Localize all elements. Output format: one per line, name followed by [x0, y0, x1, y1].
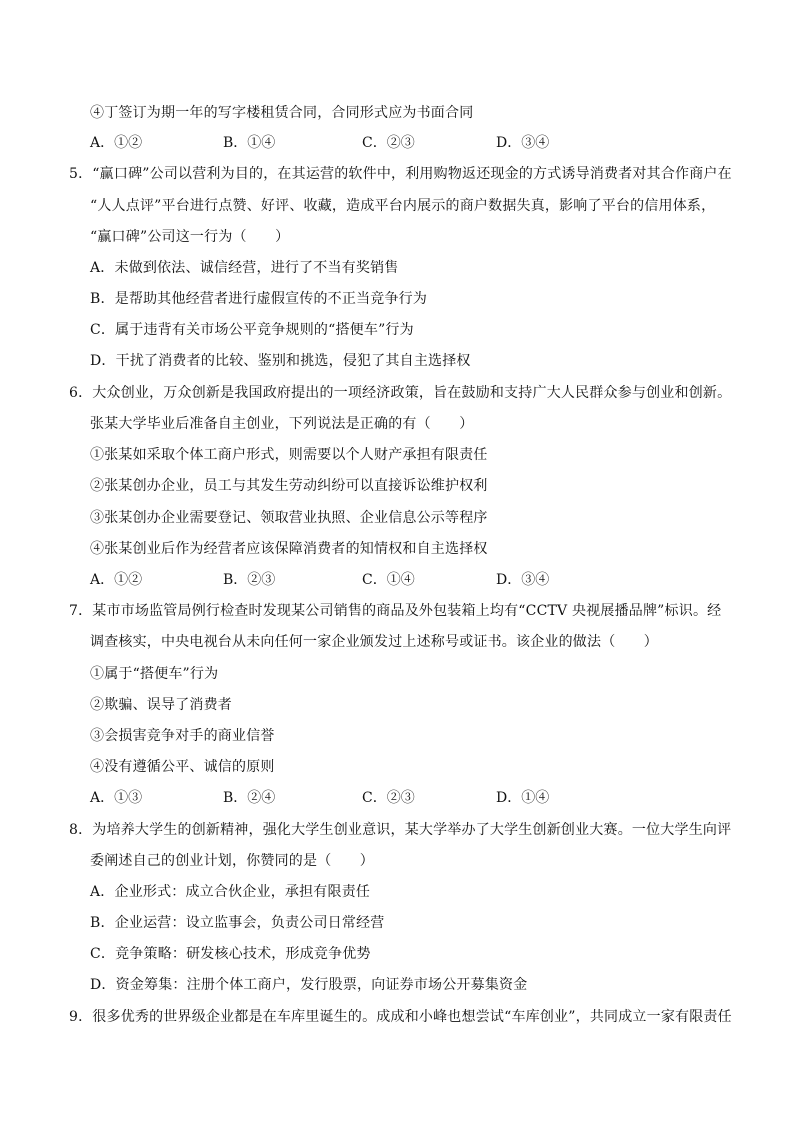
q6-stem-line-2: 张某大学毕业后准备自主创业，下列说法是正确的有（ ） [90, 416, 474, 432]
q8-option-d: D．资金筹集：注册个体工商户，发行股票，向证券市场公开募集资金 [90, 977, 528, 993]
q6-option-a: A．①② [90, 572, 143, 588]
q8-stem-line-2: 委阐述自己的创业计划，你赞同的是（ ） [90, 853, 374, 869]
q6-option-b: B．②③ [223, 572, 276, 588]
q4-option-a: A．①② [90, 135, 143, 151]
q8-stem-line-1: 8．为培养大学生的创新精神，强化大学生创业意识，某大学举办了大学生创新创业大赛。一位大学生向评 [69, 822, 732, 838]
q7-option-a: A．①③ [90, 790, 143, 806]
q7-item-4: ④没有遵循公平、诚信的原则 [90, 759, 275, 775]
q5-option-a: A．未做到依法、诚信经营，进行了不当有奖销售 [90, 260, 399, 276]
q5-stem-line-2: “人人点评”平台进行点赞、好评、收藏，造成平台内展示的商户数据失真，影响了平台的信用体系， [90, 198, 716, 214]
q7-item-1: ①属于“搭便车”行为 [90, 666, 219, 682]
q7-stem-line-1: 7．某市市场监管局例行检查时发现某公司销售的商品及外包装箱上均有“CCTV 央视展播品牌”标识。经 [69, 603, 722, 619]
q8-option-b: B．企业运营：设立监事会，负责公司日常经营 [90, 915, 385, 931]
q7-option-d: D．①④ [496, 790, 550, 806]
q7-option-c: C．②③ [362, 790, 415, 806]
q6-option-c: C．①④ [362, 572, 415, 588]
q6-option-d: D．③④ [496, 572, 550, 588]
q6-item-2: ②张某创办企业，员工与其发生劳动纠纷可以直接诉讼维护权利 [90, 478, 488, 494]
q4-item-4: ④丁签订为期一年的写字楼租赁合同，合同形式应为书面合同 [90, 105, 474, 121]
q6-item-1: ①张某如采取个体工商户形式，则需要以个人财产承担有限责任 [90, 447, 488, 463]
q7-item-2: ②欺骗、误导了消费者 [90, 697, 232, 713]
q8-option-a: A．企业形式：成立合伙企业，承担有限责任 [90, 884, 371, 900]
q4-option-b: B．①④ [223, 135, 276, 151]
q5-option-c: C．属于违背有关市场公平竞争规则的“搭便车”行为 [90, 322, 414, 338]
q5-option-b: B．是帮助其他经营者进行虚假宣传的不正当竞争行为 [90, 291, 428, 307]
q4-option-c: C．②③ [362, 135, 415, 151]
q7-option-b: B．②④ [223, 790, 276, 806]
q5-stem-line-3: “赢口碑”公司这一行为（ ） [90, 229, 290, 245]
q4-option-d: D．③④ [496, 135, 550, 151]
q6-item-4: ④张某创业后作为经营者应该保障消费者的知情权和自主选择权 [90, 541, 488, 557]
q5-option-d: D．干扰了消费者的比较、鉴别和挑选，侵犯了其自主选择权 [90, 353, 471, 369]
q8-option-c: C．竞争策略：研发核心技术，形成竞争优势 [90, 946, 371, 962]
q7-stem-line-2: 调查核实，中央电视台从未向任何一家企业颁发过上述称号或证书。该企业的做法（ ） [90, 634, 658, 650]
q6-item-3: ③张某创办企业需要登记、领取营业执照、企业信息公示等程序 [90, 510, 488, 526]
q7-item-3: ③会损害竞争对手的商业信誉 [90, 728, 275, 744]
q5-stem-line-1: 5．“赢口碑”公司以营利为目的，在其运营的软件中，利用购物返还现金的方式诱导消费者对其合作商户在 [69, 166, 732, 182]
q9-stem-line-1: 9．很多优秀的世界级企业都是在车库里诞生的。成成和小峰也想尝试“车库创业”，共同成立一家有限责任 [69, 1009, 732, 1025]
q6-stem-line-1: 6．大众创业，万众创新是我国政府提出的一项经济政策，旨在鼓励和支持广大人民群众参与创业和创新。 [69, 385, 732, 401]
